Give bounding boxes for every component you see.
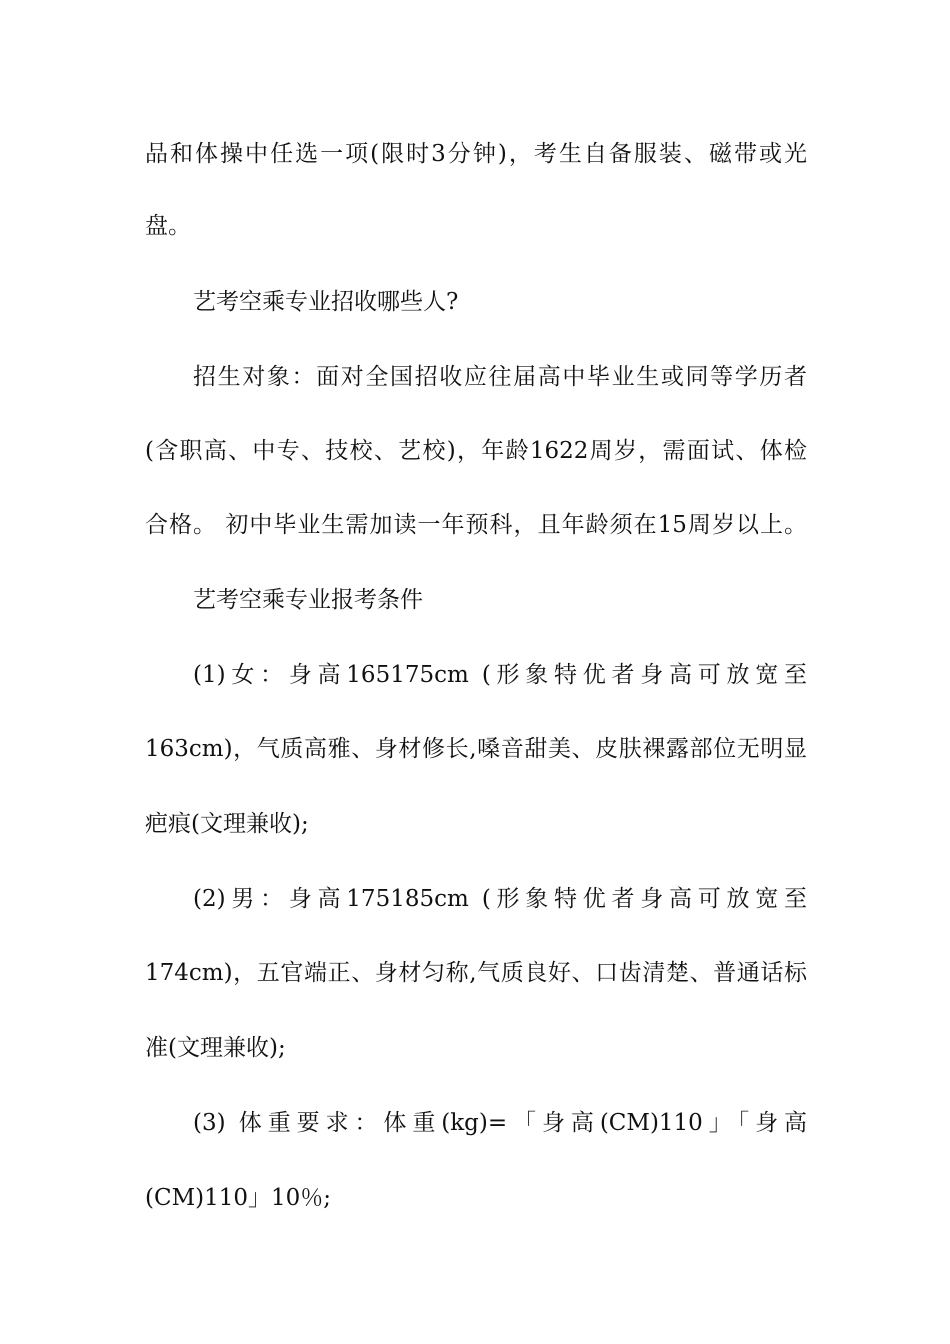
- text-line-15: (CM)110」10％;: [145, 1185, 332, 1211]
- text-line-13: 准(文理兼收);: [145, 1035, 286, 1061]
- text-line-5: (含职高、中专、技校、艺校)，年龄1622周岁，需面试、体检: [145, 438, 807, 464]
- text-line-9: 163cm)，气质高雅、身材修长,嗓音甜美、皮肤裸露部位无明显: [145, 736, 807, 762]
- text-line-10: 疤痕(文理兼收);: [145, 811, 309, 837]
- text-line-14: (3) 体重要求：体重(kg)=「身高(CM)110」「身高: [193, 1110, 807, 1136]
- section-heading-who: 艺考空乘专业招收哪些人?: [193, 289, 459, 315]
- text-line-1: 品和体操中任选一项(限时3分钟)，考生自备服装、磁带或光: [145, 141, 807, 167]
- text-line-12: 174cm)，五官端正、身材匀称,气质良好、口齿清楚、普通话标: [145, 960, 807, 986]
- text-line-11: (2)男：身高175185cm (形象特优者身高可放宽至: [193, 886, 807, 912]
- text-line-8: (1)女：身高165175cm (形象特优者身高可放宽至: [193, 662, 807, 688]
- section-heading-conditions: 艺考空乘专业报考条件: [193, 587, 423, 613]
- text-line-6: 合格。 初中毕业生需加读一年预科，且年龄须在15周岁以上。: [145, 512, 807, 538]
- text-line-4: 招生对象：面对全国招收应往届高中毕业生或同等学历者: [193, 364, 807, 390]
- text-line-2: 盘。: [145, 213, 191, 239]
